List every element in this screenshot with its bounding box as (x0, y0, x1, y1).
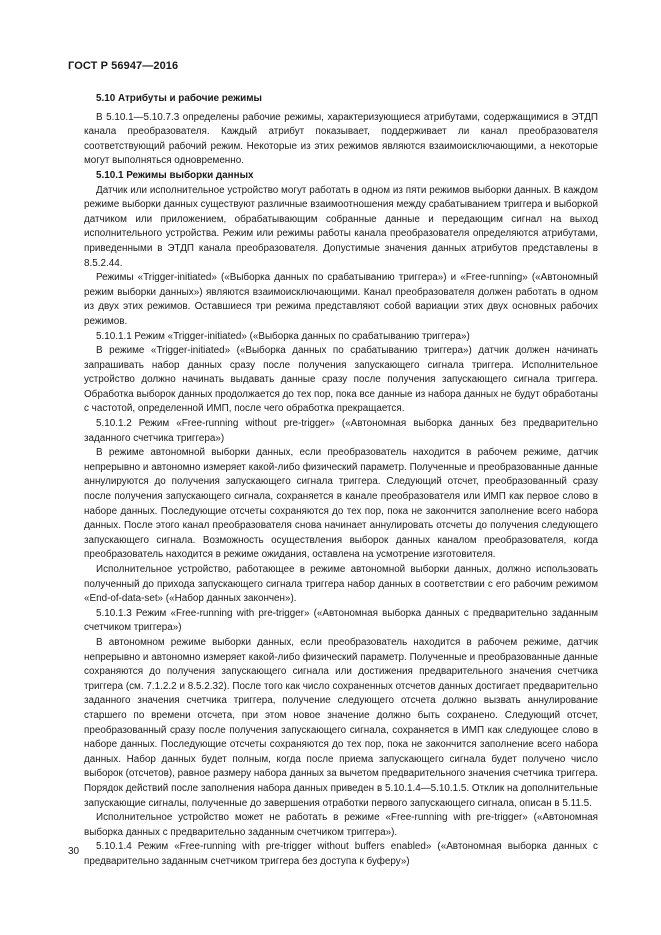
clause-heading: 5.10.1.1 Режим «Trigger-initiated» («Выборка данных по срабатыванию триггера») (96, 330, 470, 342)
paragraph: В режиме «Trigger-initiated» («Выборка данных по срабатыванию триггера») датчик должен начинать запрашивать набор данных сразу после получения запускающего сигнала триггера. Исполнительное устройство должно начинать выдавать данные сразу после получения запускающего сигнала триггера. Обработка выборок данных продолжается до тех пор, пока все данные из набора данных не будут обработаны с частотой, определенной ИМП, после чего обработка прекращается. (84, 345, 599, 415)
paragraph: В режиме автономной выборки данных, если преобразователь находится в рабочем режиме, датчик непрерывно и автономно измеряет какой-либо физический параметр. Полученные и преобразованные данные аннулируются до получения запускающего сигнала триггера. Следующий отсчет, преобразованный сразу после получения запускающего сигнала, сохраняется в канале преобразователя или ИМП как первое слово в наборе данных. Последующие отсчеты сохраняются до тех пор, пока не закончится заполнение всего набора данных. После этого канал преобразователя снова начинает аннулировать отсчеты до получения следующего запускающего сигнала. Возможность осуществления выборок данных каналом преобразователя, когда преобразователь находится в режиме ожидания, оставлена на усмотрение изготовителя. (84, 447, 598, 561)
clause-heading: 5.10.1.3 Режим «Free-running with pre-trigger» («Автономная выборка данных с предварительно заданным счетчиком триггера») (84, 607, 598, 634)
page-number: 30 (68, 846, 80, 857)
clause-heading: 5.10.1.2 Режим «Free-running without pre-trigger» («Автономная выборка данных без предварительно заданного счетчика триггера») (84, 418, 598, 444)
paragraph: Режимы «Trigger-initiated» («Выборка данных по срабатыванию триггера») и «Free-running» («Автономный режим выборки данных») являются взаимоисключающими. Канал преобразователя должен работать в одном из двух этих режимов. Оставшиеся три режима представляют собой вариации этих двух основных рабочих режимов. (84, 272, 598, 327)
section-intro: В 5.10.1—5.10.7.3 определены рабочие режимы, характеризующиеся атрибутами, содержащимися в ЭТДП канала преобразователя. Каждый атрибут показывает, поддерживает ли канал преобразователя соответствующий рабочий режим. Некоторые из этих режимов являются взаимоисключающими, а некоторые могут выполняться одновременно. (84, 111, 598, 167)
clause-heading: 5.10.1.4 Режим «Free-running with pre-trigger without buffers enabled» («Автономная выборка данных с предварительно заданным счетчиком триггера без доступа к буферу») (84, 841, 598, 867)
paragraph: Исполнительное устройство, работающее в режиме автономной выборки данных, должно использовать полученный до прихода запускающего сигнала триггера набор данных в соответствии с его рабочим режимом «End-of-data-set» («Набор данных закончен»). (84, 564, 598, 605)
section-title: 5.10 Атрибуты и рабочие режимы (96, 93, 262, 104)
paragraph: Исполнительное устройство может не работать в режиме «Free-running with pre-trigger» («Автономная выборка данных с предварительно заданным счетчиком триггера»). (84, 812, 598, 838)
subsection-title: 5.10.1 Режимы выборки данных (96, 169, 254, 181)
document-header: ГОСТ Р 56947—2016 (68, 60, 179, 72)
paragraph: Датчик или исполнительное устройство могут работать в одном из пяти режимов выборки данных. В каждом режиме выборки данных существуют различные взаимоотношения между срабатыванием триггера и выборкой датчиком или приложением, обрабатывающим собранные данные и передающим сигнал на выход исполнительного устройства. Режим или режимы работы канала преобразователя определяются атрибутами, приведенными в ЭТДП канала преобразователя. Допустимые значения данных атрибутов представлены в 8.5.2.44. (84, 184, 598, 269)
paragraph: В автономном режиме выборки данных, если преобразователь находится в рабочем режиме, датчик непрерывно и автономно измеряет какой-либо физический параметр. Полученные и преобразованные данные сохраняются до получения запускающего сигнала или достижения предварительного значения счетчика триггера (см. 7.1.2.2 и 8.5.2.32). После того как число сохраненных отсчетов данных достигает предварительно заданного значения счетчика триггера, получение следующего отсчета должно вызвать аннулирование старшего по времени отсчета, при этом новое значение должно быть сохранено. Следующий отсчет, преобразованный сразу после получения запускающего сигнала, сохраняется в ИМП как следующее слово в наборе данных. Последующие отсчеты сохраняются до тех пор, пока не закончится заполнение всего набора данных. Набор данных будет полным, когда после приема запускающего сигнала будет получено число выборок (отсчетов), равное размеру набора данных за вычетом предварительного значения счетчика триггера. Порядок действий после заполнения набора данных приведен в 5.10.1.4—5.10.1.5. Отклик на дополнительные запускающие сигналы, полученные до завершения отработки первого запускающего сигнала, описан в 5.11.5. (84, 636, 598, 809)
document-body (84, 92, 598, 869)
